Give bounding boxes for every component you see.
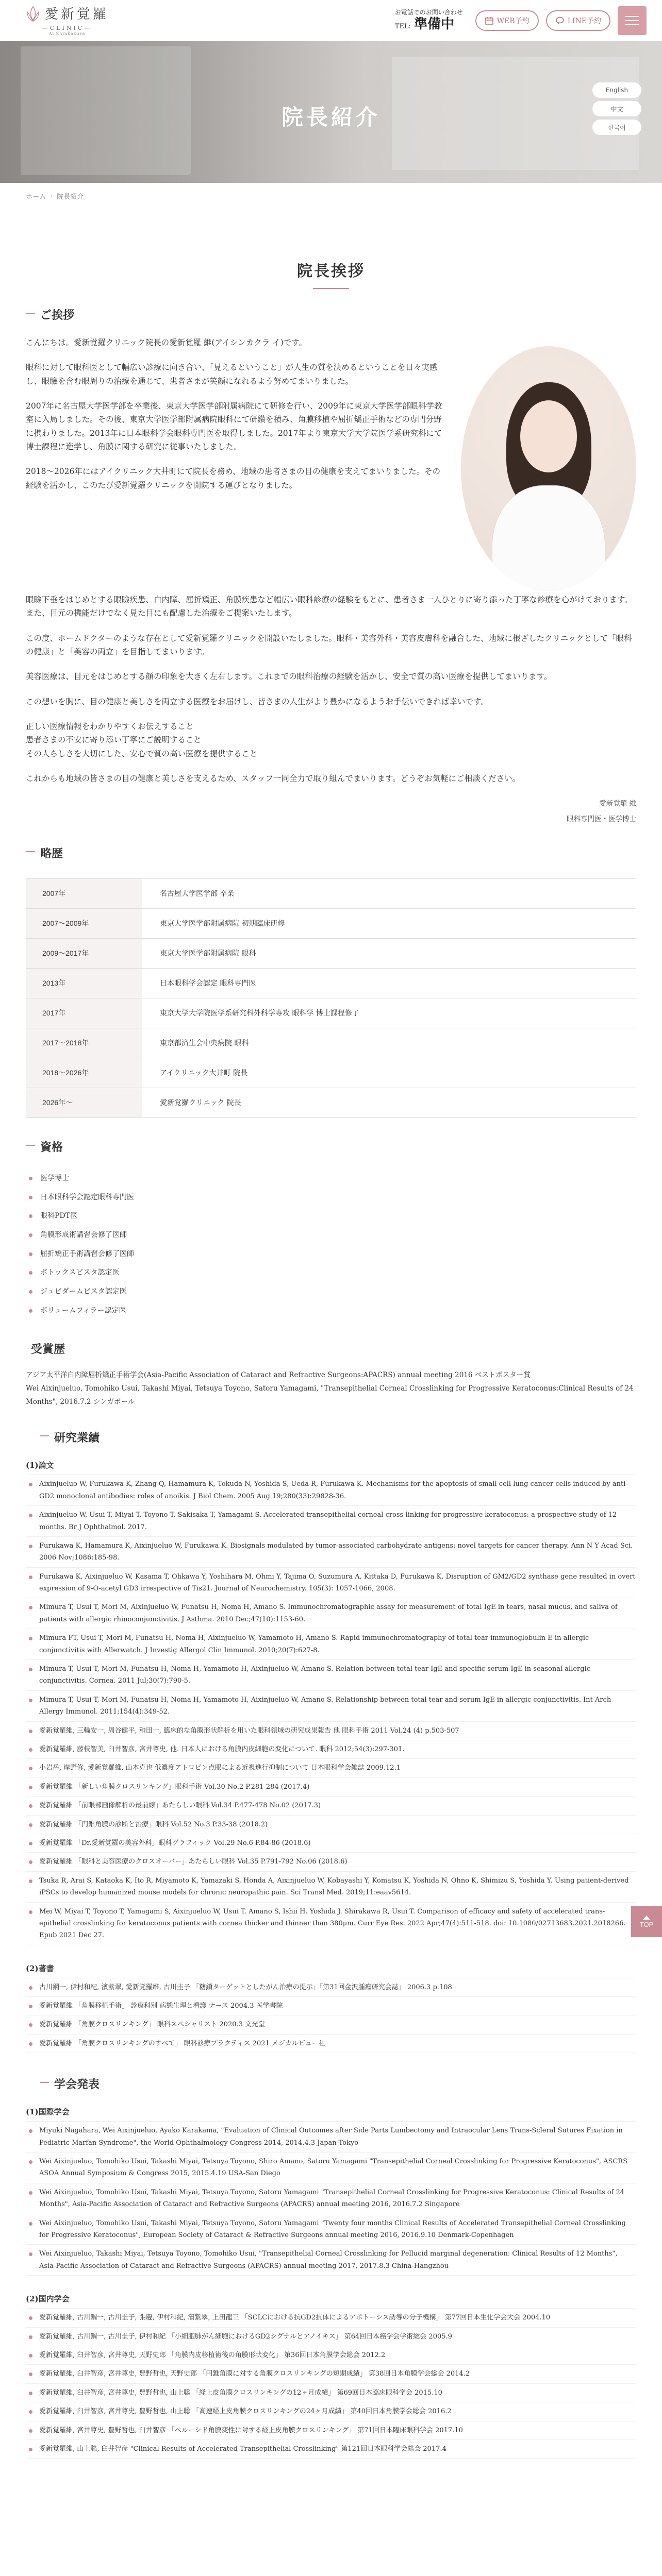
lang-korean[interactable]: 한국어 <box>592 120 641 135</box>
greeting-paragraph: 2007年に名古屋大学医学部を卒業後、東京大学医学部附属病院にて研修を行い、2009年に東京大学医学部眼科学教室に入局しました。その後、東京大学医学部附属病院眼科にて研鑽を積み、角膜移植や屈折矯正手術などの専門分野に携わりました。2013年に日本眼科学会眼科専門医を取得しました。2017年より東京大学大学院医学系研究科にて博士課程に進学し、角膜に関する研究に従事いたしました。 <box>26 401 442 452</box>
site-header <box>0 0 662 41</box>
domestic-presentation-item: 愛新覚羅維, 臼井智彦, 宮井尊史, 豊野哲也, 天野史郎 「円錐角膜に対する角膜クロスリンキングの短期成績」 第38回日本角膜学会総会 2014.2 <box>26 2365 636 2383</box>
greeting-values <box>26 720 636 760</box>
photo-face-shape <box>520 400 577 472</box>
awards-block <box>26 1369 636 1409</box>
domestic-presentation-item: 愛新覚羅維, 古川鋼一, 古川圭子, 張慶, 伊村和紀, 濱紫翠, 上田龍三 「SCLCにおける抗GD2抗体によるアポトーシス誘導の分子機構」 第77回日本生化学会大会 2004.10 <box>26 2309 636 2327</box>
calendar-icon <box>485 16 494 25</box>
domestic-presentation-item: 愛新覚羅維, 古川鋼一, 古川圭子, 伊村和紀 「小細胞肺がん細胞におけるGD2シグナルとアノイキス」 第64回日本癌学会学術総会 2005.9 <box>26 2328 636 2346</box>
header-actions <box>395 6 647 35</box>
hamburger-icon-bar <box>625 16 639 17</box>
history-row <box>26 908 636 938</box>
paper-item: Mei W, Miyai T, Toyono T, Yamagami S, Aixinjueluo W, Usui T. Amano S, Ishii H. Yoshida J. Shirakawa R, Usui T. Comparison of efficacy and safety of accelerated trans-epithelial crosslinking for keratoconus patients with cornea thicker and thinner than 380μm. Curr Eye Res. 2022 Apr;47(4):511-518. doi: 10.1080/02713683.2021.2018266. Epub 2021 Dec 27. <box>26 1903 636 1945</box>
history-text: 日本眼科学会認定 眼科専門医 <box>142 968 636 998</box>
domestic-presentation-item: 愛新覚羅維, 宮井尊史, 豊野哲也, 臼井智彦 「ペルーシド角膜変性に対する経上皮角膜クロスリンキング」 第71回日本臨床眼科学会 2017.10 <box>26 2421 636 2440</box>
qualifications-heading: 資格 <box>26 1139 636 1155</box>
research-heading: 研究業績 <box>26 1429 636 1445</box>
history-year: 2017年 <box>26 998 142 1028</box>
international-heading: (1)国際学会 <box>26 2106 636 2122</box>
book-item: 愛新覚羅維 「角膜移植手術」 診療科別 病態生理と看護 ナース 2004.3 医学書院 <box>26 1997 636 2015</box>
paper-item: Mimura T, Usui T, Mori M, Funatsu H, Noma H, Yamamoto H, Aixinjueluo W, Amano S. Relationship between total tear and serum IgE in allergic conjunctivitis. Int Arch Allergy Immunol. 2011;154(4):349-52. <box>26 1691 636 1722</box>
history-row <box>26 1028 636 1058</box>
history-text: アイクリニック大井町 院長 <box>142 1058 636 1088</box>
paper-item: Mimura T, Usui T, Mori M, Funatsu H, Noma H, Yamamoto H, Aixinjueluo W, Amano S. Relation between total tear IgE and specific serum IgE in seasonal allergic conjunctivitis. Cornea. 2011 Jul;30(7):790-5. <box>26 1660 636 1691</box>
photo-body-shape <box>492 485 605 591</box>
paper-item: Mimura FT, Usui T, Mori M, Funatsu H, Noma H, Aixinjueluo W, Yamamoto H, Amano S. Rapid immunochromatography of total tear immunoglobulin E in allergic conjunctivitis with Allerwatch. J Investig Allergol Clin Immunol. 2010;20(7):627-8. <box>26 1629 636 1660</box>
book-item: 古川鋼一, 伊村和紀, 濱紫翠, 愛新覚羅維, 古川圭子 「糖鎖ターゲットとしたがん治療の提示」「第31回金沢腫瘍研究会誌」 2006.3 p.108 <box>26 1978 636 1997</box>
history-text: 東京大学医学部附属病院 眼科 <box>142 938 636 968</box>
value-item: 正しい医療情報をわかりやすくお伝えすること <box>26 722 194 732</box>
menu-button[interactable] <box>618 6 647 35</box>
history-text: 愛新覚羅クリニック 院長 <box>142 1088 636 1117</box>
web-reservation-button[interactable] <box>475 10 539 31</box>
lotus-logo-icon <box>25 6 41 23</box>
lang-english[interactable]: English <box>592 82 641 98</box>
hamburger-icon-bar <box>625 24 639 25</box>
awards-heading: 受賞歴 <box>31 1343 65 1357</box>
line-reservation-button[interactable] <box>546 10 610 31</box>
history-year: 2018〜2026年 <box>26 1058 142 1088</box>
paper-item: Furukawa K, Aixinjueluo W, Kasama T, Ohkawa Y, Yoshihara M, Ohmi Y, Tajima O, Suzumura A, Kittaka D, Furukawa K. Disruption of GM2/GD2 synthase gene resulted in overt expression of 9-O-acetyl GD3 irrespective of Tis21. Journal of Neurochemistry. 105(3): 1057-1066, 2008. <box>26 1568 636 1599</box>
greeting-paragraph: 眼瞼下垂をはじめとする眼瞼疾患、白内障、屈折矯正、角膜疾患など幅広い眼科診療の経験をもとに、患者さま一人ひとりに寄り添った丁寧な診療を心がけております。また、目元の機能だけでなく見た目にも配慮した治療をご提案いたします。 <box>26 595 633 618</box>
breadcrumb-separator: › <box>50 192 53 200</box>
chat-bubble-icon <box>555 16 565 25</box>
history-year: 2026年〜 <box>26 1088 142 1117</box>
greeting-text <box>26 336 445 591</box>
history-heading: 略歴 <box>26 845 636 861</box>
lang-chinese[interactable]: 中文 <box>592 101 641 116</box>
paper-item: Furukawa K, Hamamura K, Aixinjueluo W, Furukawa K. Biosignals modulated by tumor-associated carbohydrate antigens: novel targets for cancer therapy. Ann N Y Acad Sci. 2006 Nov;1086:185-98. <box>26 1537 636 1568</box>
history-row <box>26 968 636 998</box>
paper-item: 愛新覚羅維 「眼科と美容医療のクロスオーバー」あたらしい眼科 Vol.35 P.791-792 No.06 (2018.6) <box>26 1853 636 1871</box>
history-row <box>26 878 636 908</box>
qualification-item: 医学博士 <box>26 1169 636 1188</box>
greeting-block <box>26 336 636 591</box>
page-title: 院長挨拶 <box>297 262 365 280</box>
line-reservation-label: LINE予約 <box>567 17 601 25</box>
domestic-presentation-item: 愛新覚羅維, 山上聡, 臼井智彦 "Clinical Results of Accelerated Transepithelial Crosslinking" 第121回日本眼科学会総会 2017.4 <box>26 2440 636 2459</box>
breadcrumb <box>0 183 662 209</box>
paper-item: 愛新覚羅維 「新しい角膜クロスリンキング」眼科手術 Vol.30 No.2 P.281-284 (2017.4) <box>26 1778 636 1797</box>
greeting-heading: ご挨拶 <box>26 307 636 323</box>
history-year: 2009〜2017年 <box>26 938 142 968</box>
breadcrumb-current: 院長紹介 <box>57 193 84 201</box>
logo-english: —CLINIC— <box>42 24 92 31</box>
qualification-item: ボリュームフィラー認定医 <box>26 1301 636 1320</box>
books-heading: (2)著書 <box>26 1963 636 1978</box>
international-presentation-item: Miyuki Nagahara, Wei Aixinjueluo, Ayako Karakama, "Evaluation of Clinical Outcomes after Side Parts Lumbectomy and Intraocular Lens Trans-Scleral Sutures Fixation in Pediatric Marfan Syndrome", the World Ophthalmology Congress 2014, 2014.4.3 Japan-Tokyo <box>26 2122 636 2153</box>
history-year: 2017〜2018年 <box>26 1028 142 1058</box>
hamburger-icon-bar <box>625 20 639 21</box>
book-item: 愛新覚羅維 「角膜クロスリンキングのすべて」 眼科診療プラクティス 2021 メジカルビュー社 <box>26 2035 636 2053</box>
logo-japanese: 愛新覚羅 <box>44 6 109 22</box>
breadcrumb-home[interactable]: ホーム <box>26 193 46 201</box>
international-presentation-item: Wei Aixinjueluo, Tomohiko Usui, Takashi Miyai, Tetsuya Toyono, Satoru Yamagami "Transepithelial Corneal Crosslinking for Progressive Keratoconus: Clinical Results of 24 Months", Asia-Pacific Association of Cataract and Refractive Surgeons (APACRS) annual meeting 2016, 2016.7.2 Singapore <box>26 2183 636 2214</box>
conference-heading: 学会発表 <box>26 2076 636 2092</box>
papers-list <box>26 1475 636 1945</box>
qualification-item: 屈折矯正手術講習会修了医師 <box>26 1245 636 1264</box>
paper-item: Aixinjueluo W, Usui T, Miyai T, Toyono T, Sakisaka T, Yamagami S. Accelerated transepithelial corneal cross-linking for progressive keratoconus: a prospective study of 12 months. Br J Ophthalmol. 2017. <box>26 1506 636 1537</box>
history-row <box>26 938 636 968</box>
domestic-presentation-item: 愛新覚羅維, 臼井智彦, 宮井尊史, 豊野哲也, 山上聡 「経上皮角膜クロスリンキングの12ヶ月成績」 第69回日本臨床眼科学会 2015.10 <box>26 2384 636 2402</box>
book-item: 愛新覚羅維 「角膜クロスリンキング」 眼科スペシャリスト 2020.3 文光堂 <box>26 2015 636 2034</box>
history-year: 2013年 <box>26 968 142 998</box>
tel-caption: お電話でのお問い合わせ <box>394 9 463 16</box>
history-text: 東京都済生会中央病院 眼科 <box>142 1028 636 1058</box>
qualification-item: 日本眼科学会認定眼科専門医 <box>26 1188 636 1207</box>
greeting-paragraph: こんにちは。愛新覚羅クリニック院長の愛新覚羅 維(アイシンカクラ イ)です。 <box>26 338 307 347</box>
arrow-up-icon <box>643 1916 650 1920</box>
tel-label: TEL: <box>394 22 411 30</box>
greeting-closing: これからも地域の皆さまの目の健康と美しさを支えるため、スタッフ一同全力で取り組んでまいります。どうぞお気軽にご相談ください。 <box>26 774 521 784</box>
history-year: 2007〜2009年 <box>26 908 142 938</box>
history-table <box>26 878 636 1118</box>
hero-banner <box>0 41 662 183</box>
history-text: 東京大学医学部附属病院 初期臨床研修 <box>142 908 636 938</box>
international-presentation-item: Wei Aixinjueluo, Takashi Miyai, Tetsuya Toyono, Tomohiko Usui, "Transepithelial Corneal Crosslinking for Pellucid marginal degeneration: Clinical Results of 12 Months", Asia-Pacific Association of Cataract and Refractive Surgeons (APACRS) annual meeting 2017, 2017.8.3 China-Hangzhou <box>26 2245 636 2276</box>
value-item: 患者さまの不安に寄り添い丁寧にご説明すること <box>26 735 202 745</box>
domestic-list <box>26 2309 636 2459</box>
signature <box>26 796 636 827</box>
qualifications-list <box>26 1169 636 1320</box>
clinic-logo[interactable] <box>15 6 119 36</box>
greeting-continued <box>26 593 636 785</box>
title-underline <box>313 288 349 289</box>
back-to-top-button[interactable] <box>631 1906 662 1937</box>
qualification-item: 眼科PDT医 <box>26 1207 636 1226</box>
award-line: Wei Aixinjueluo, Tomohiko Usui, Takashi Miyai, Tetsuya Toyono, Satoru Yamagami, "Transepithelial Corneal Crosslinking for Progressive Keratoconus:Clinical Results of 24 Months", 2016.7.2 シンガポール <box>26 1384 634 1406</box>
history-text: 東京大学大学院医学系研究科外科学専攻 眼科学 博士課程修了 <box>142 998 636 1028</box>
international-presentation-item: Wei Aixinjueluo, Tomohiko Usui, Takashi Miyai, Tetsuya Toyono, Shiro Amano, Satoru Yamagami "Transepithelial Corneal Crosslinking for Progressive Keratoconus", ASCRS ASOA Annual Symposium & Congress 2015, 2015.4.19 USA-San Diego <box>26 2153 636 2183</box>
signature-name: 愛新覚羅 維 <box>599 800 636 808</box>
paper-item: 小岩岳, 岸野修, 愛新覚羅維, 山本克也 低濃度アトロピン点眼による近視進行抑制について 日本眼科学会雑誌 2009.12.1 <box>26 1759 636 1777</box>
paper-item: 愛新覚羅維 「前眼部画像解析の最前線」あたらしい眼科 Vol.34 P.477-478 No.02 (2017.3) <box>26 1797 636 1815</box>
hero-title: 院長紹介 <box>281 105 380 130</box>
domestic-presentation-item: 愛新覚羅維, 臼井智彦, 宮井尊史, 豊野哲也, 山上聡 「高速経上皮角膜クロスリンキングの24ヶ月成績」 第40回日本角膜学会総会 2016.2 <box>26 2402 636 2421</box>
books-list <box>26 1978 636 2054</box>
history-text: 名古屋大学医学部 卒業 <box>142 878 636 908</box>
qualification-item: 角膜形成術講習会修了医師 <box>26 1226 636 1245</box>
paper-item: 愛新覚羅維, 藤枝智美, 臼井智彦, 宮井尊史, 他. 日本人における角膜内皮細胞の変化について. 眼科 2012;54(3):297-301. <box>26 1740 636 1759</box>
greeting-paragraph: 美容医療は、目元をはじめとする顔の印象を大きく左右します。これまでの眼科治療の経験を活かし、安全で質の高い医療を提供してまいります。 <box>26 672 552 682</box>
international-list <box>26 2122 636 2276</box>
director-photo <box>461 346 636 591</box>
history-year: 2007年 <box>26 878 142 908</box>
logo-main <box>25 6 109 23</box>
paper-item: 愛新覚羅維 「円錐角膜の診断と治療」眼科 Vol.52 No.3 P.33-38 (2018.2) <box>26 1816 636 1834</box>
value-item: その人らしさを大切にした、安心で質の高い医療を提供すること <box>26 749 258 758</box>
language-switcher <box>592 82 641 135</box>
greeting-paragraph: この想いを胸に、目の健康と美しさを両立する医療をお届けし、皆さまの人生がより豊かになるようお手伝いできれば幸いです。 <box>26 697 489 706</box>
web-reservation-label: WEB予約 <box>496 17 529 25</box>
tel-number: 準備中 <box>413 16 454 32</box>
signature-title: 眼科専門医・医学博士 <box>567 815 636 824</box>
tel-line <box>395 16 463 32</box>
award-line: アジア太平洋白内障屈折矯正手術学会(Asia-Pacific Association of Cataract and Refractive Surgeons:APACRS) annual meeting 2016 ベストポスター賞 <box>26 1371 531 1380</box>
paper-item: Aixinjueluo W, Furukawa K, Zhang Q, Hamamura K, Tokuda N, Yoshida S, Ueda R, Furukawa K. Mechanisms for the apoptosis of small cell lung cancer cells induced by anti-GD2 monoclonal antibodies: roles of anoikis. J Biol Chem. 2005 Aug 19;280(33):29828-36. <box>26 1475 636 1506</box>
paper-item: 愛新覚羅維, 三輪安一, 周谷健平, 和田一, 臨床的な角膜形状解析を用いた眼科領域の研究成果報告 他 眼科手術 2011 Vol.24 (4) p.503-507 <box>26 1722 636 1740</box>
paper-item: Tsuka R, Arai S, Kataoka K, Ito R, Miyamoto K, Yamazaki S, Honda A, Aixinjueluo W, Kobayashi Y, Komatsu K, Yoshida N, Ohno K, Shimizu S, Yoshida Y. Using patient-derived iPSCs to develop humanized mouse models for chronic neuropathic pain. Sci Transl Med. 2019;11:eaav5614. <box>26 1872 636 1903</box>
paper-item: 愛新覚羅維 「Dr.愛新覚羅の美容外科」眼科グラフィック Vol.29 No.6 P.84-86 (2018.6) <box>26 1834 636 1853</box>
international-presentation-item: Wei Aixinjueluo, Tomohiko Usui, Takashi Miyai, Tetsuya Toyono, Satoru Yamagami "Twenty four months Clinical Results of Accelerated Transepithelial Corneal Crosslinking for Progressive Keratoconus", European Society of Cataract & Refractive Surgeons annual meeting 2016, 2016.9.10 Denmark-Copenhagen <box>26 2214 636 2245</box>
qualification-item: ボトックスビスタ認定医 <box>26 1263 636 1282</box>
domestic-heading: (2)国内学会 <box>26 2293 636 2309</box>
papers-heading: (1)論文 <box>26 1460 636 1475</box>
history-row <box>26 1088 636 1117</box>
logo-subtitle: Ai Shinkakura <box>48 31 86 36</box>
greeting-paragraph: 眼科に対して眼科医として幅広い診療に向き合い、「見えるということ」が人生の質を決めるということを日々実感し、眼瞼を含む眼周りの治療を通じて、患者さまが笑顔になれるよう努めてまいりました。 <box>26 363 438 386</box>
domestic-presentation-item: 愛新覚羅維, 臼井智彦, 宮井尊史, 天野史郎 「角膜内皮移植術後の角膜形状変化」 第36回日本角膜学会総会 2012.2 <box>26 2346 636 2365</box>
back-to-top-label: TOP <box>639 1920 654 1928</box>
history-row <box>26 1058 636 1088</box>
paper-item: Mimura T, Usui T, Mori M, Aixinjueluo W, Funatsu H, Noma H, Amano S. Immunochromatographic assay for measurement of total IgE in tears, nasal mucus, and saliva of patients with allergic rhinoconjunctivitis. J Asthma. 2010 Dec;47(10):1153-60. <box>26 1598 636 1629</box>
main-content <box>26 258 636 2459</box>
tel-box <box>395 9 463 32</box>
greeting-paragraph: この度、ホームドクターのような存在として愛新覚羅クリニックを開設いたしました。眼科・美容外科・美容皮膚科を融合した、地域に根ざしたクリニックとして「眼科の健康」と「美容の両立」を目指してまいります。 <box>26 633 632 657</box>
qualification-item: ジュビダームビスタ認定医 <box>26 1282 636 1301</box>
history-row <box>26 998 636 1028</box>
greeting-paragraph: 2018〜2026年にはアイクリニック大井町にて院長を務め、地域の患者さまの目の健康を支えてまいりました。その経験を活かし、このたび愛新覚羅クリニックを開院する運びとなりました。 <box>26 467 441 490</box>
